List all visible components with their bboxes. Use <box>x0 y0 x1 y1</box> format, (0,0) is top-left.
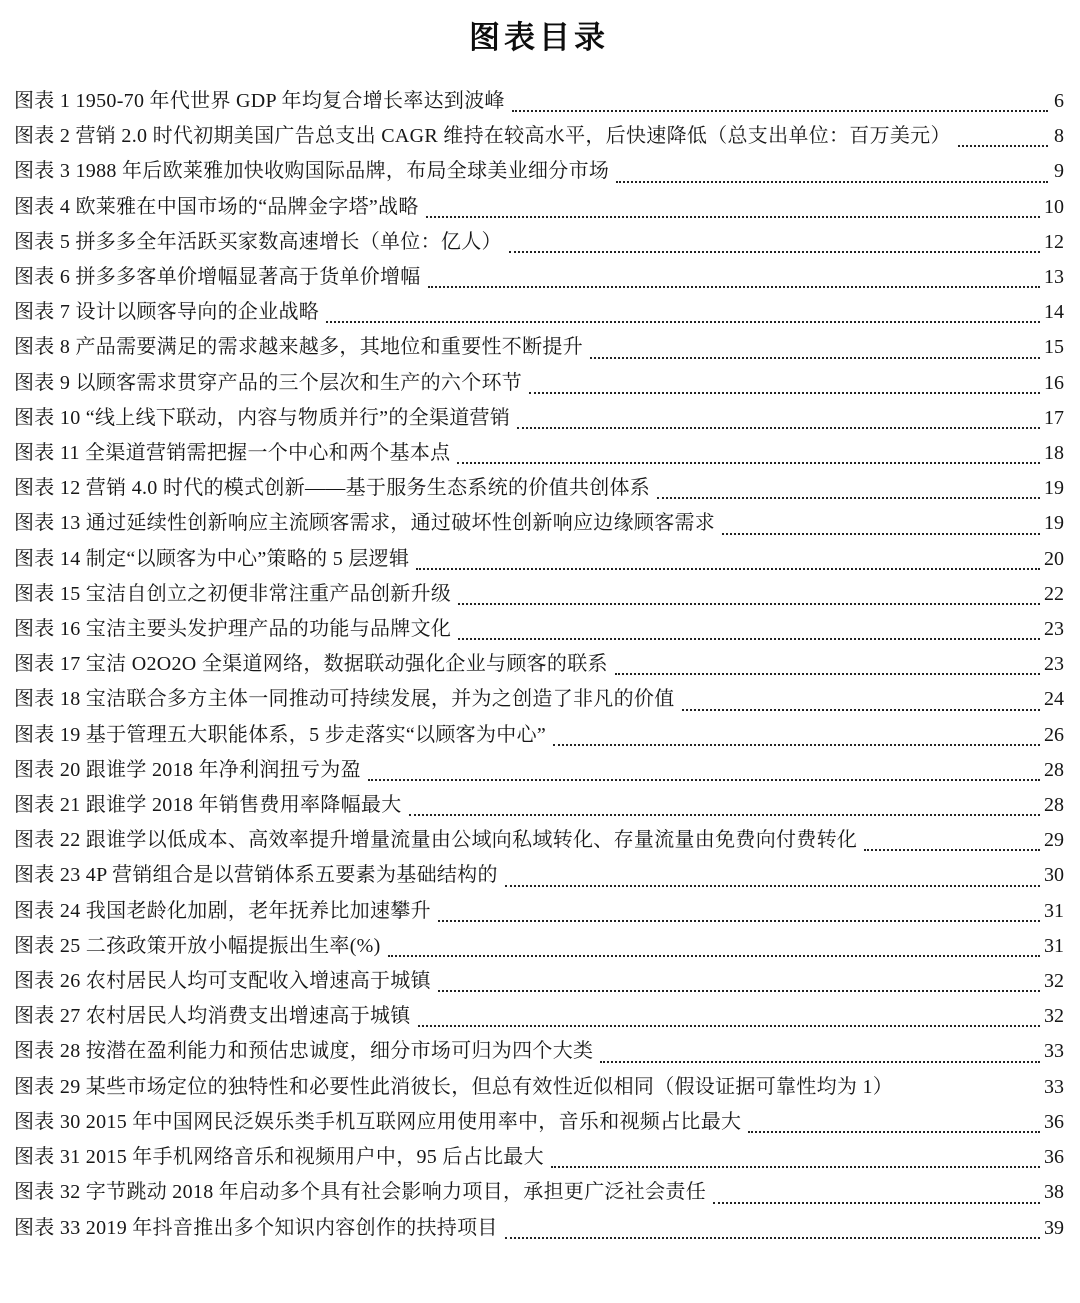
toc-entry-label: 图表 32 字节跳动 2018 年启动多个具有社会影响力项目，承担更广泛社会责任 <box>14 1181 706 1204</box>
toc-entry-32[interactable] <box>14 1175 1064 1210</box>
toc-entry-21[interactable] <box>14 788 1064 823</box>
toc-entry-label: 图表 30 2015 年中国网民泛娱乐类手机互联网应用使用率中，音乐和视频占比最大 <box>14 1110 742 1133</box>
toc-entry-13[interactable] <box>14 506 1064 541</box>
toc-entry-page: 24 <box>1044 688 1064 711</box>
toc-entry-label: 图表 29 某些市场定位的独特性和必要性此消彼长，但总有效性近似相同（假设证据可靠性均为 1） <box>14 1075 894 1098</box>
dot-leader <box>748 1131 1040 1133</box>
toc-entry-label: 图表 25 二孩政策开放小幅提振出生率(%) <box>14 934 381 957</box>
toc-entry-label: 图表 2 营销 2.0 时代初期美国广告总支出 CAGR 维持在较高水平，后快速降低（总支出单位：百万美元） <box>14 125 951 148</box>
toc-entry-28[interactable] <box>14 1034 1064 1069</box>
toc-entry-label: 图表 26 农村居民人均可支配收入增速高于城镇 <box>14 970 431 993</box>
toc-entry-page: 26 <box>1044 723 1064 746</box>
toc-entry-page: 31 <box>1044 934 1064 957</box>
toc-entry-10[interactable] <box>14 401 1064 436</box>
toc-entry-page: 32 <box>1044 1005 1064 1028</box>
dot-leader <box>529 392 1040 394</box>
toc-entry-label: 图表 31 2015 年手机网络音乐和视频用户中，95 后占比最大 <box>14 1146 544 1169</box>
toc-entry-12[interactable] <box>14 471 1064 506</box>
dot-leader <box>958 145 1048 147</box>
toc-entry-page: 39 <box>1044 1216 1064 1239</box>
toc-entry-page: 17 <box>1044 406 1064 429</box>
toc-entry-8[interactable] <box>14 330 1064 365</box>
dot-leader <box>368 779 1040 781</box>
toc-entry-5[interactable] <box>14 225 1064 260</box>
toc-entry-6[interactable] <box>14 260 1064 295</box>
toc-entry-label: 图表 8 产品需要满足的需求越来越多，其地位和重要性不断提升 <box>14 336 583 359</box>
toc-entry-page: 32 <box>1044 970 1064 993</box>
toc-entry-label: 图表 12 营销 4.0 时代的模式创新——基于服务生态系统的价值共创体系 <box>14 477 651 500</box>
toc-entry-9[interactable] <box>14 366 1064 401</box>
dot-leader <box>426 216 1040 218</box>
toc-entry-label: 图表 5 拼多多全年活跃买家数高速增长（单位：亿人） <box>14 230 502 253</box>
dot-leader <box>517 427 1040 429</box>
toc-entry-page: 22 <box>1044 582 1064 605</box>
toc-entry-page: 19 <box>1044 512 1064 535</box>
toc-entry-label: 图表 10 “线上线下联动，内容与物质并行”的全渠道营销 <box>14 406 511 429</box>
toc-entry-page: 38 <box>1044 1181 1064 1204</box>
toc-entry-27[interactable] <box>14 999 1064 1034</box>
toc-entry-page: 23 <box>1044 653 1064 676</box>
toc-entry-label: 图表 27 农村居民人均消费支出增速高于城镇 <box>14 1005 411 1028</box>
toc-entry-30[interactable] <box>14 1105 1064 1140</box>
toc-entry-11[interactable] <box>14 436 1064 471</box>
dot-leader <box>713 1202 1040 1204</box>
toc-entry-label: 图表 24 我国老龄化加剧，老年抚养比加速攀升 <box>14 899 431 922</box>
toc-entry-14[interactable] <box>14 542 1064 577</box>
toc-entry-page: 33 <box>1044 1040 1064 1063</box>
dot-leader <box>416 568 1040 570</box>
toc-entry-label: 图表 20 跟谁学 2018 年净利润扭亏为盈 <box>14 758 361 781</box>
toc-entry-label: 图表 3 1988 年后欧莱雅加快收购国际品牌，布局全球美业细分市场 <box>14 160 610 183</box>
toc-entry-1[interactable] <box>14 84 1064 119</box>
toc-entry-20[interactable] <box>14 753 1064 788</box>
toc-entry-page: 14 <box>1044 301 1064 324</box>
toc-entry-page: 16 <box>1044 371 1064 394</box>
dot-leader <box>600 1061 1040 1063</box>
toc-entry-page: 36 <box>1044 1146 1064 1169</box>
toc-entry-label: 图表 14 制定“以顾客为中心”策略的 5 层逻辑 <box>14 547 410 570</box>
toc-entry-label: 图表 1 1950-70 年代世界 GDP 年均复合增长率达到波峰 <box>14 90 505 112</box>
toc-entry-16[interactable] <box>14 612 1064 647</box>
toc-entry-page: 29 <box>1044 829 1064 852</box>
dot-leader <box>553 744 1040 746</box>
toc-entry-page: 19 <box>1044 477 1064 500</box>
toc-entry-25[interactable] <box>14 929 1064 964</box>
toc-entry-31[interactable] <box>14 1140 1064 1175</box>
toc-entry-page: 18 <box>1044 442 1064 465</box>
toc-entry-4[interactable] <box>14 190 1064 225</box>
toc-entry-22[interactable] <box>14 823 1064 858</box>
dot-leader <box>505 1237 1040 1239</box>
dot-leader <box>657 497 1040 499</box>
toc-entry-label: 图表 16 宝洁主要头发护理产品的功能与品牌文化 <box>14 618 452 641</box>
dot-leader <box>457 462 1040 464</box>
toc-entry-page: 15 <box>1044 336 1064 359</box>
toc-entry-19[interactable] <box>14 718 1064 753</box>
dot-leader <box>326 321 1040 323</box>
toc-entry-page: 20 <box>1044 547 1064 570</box>
toc-entry-label: 图表 21 跟谁学 2018 年销售费用率降幅最大 <box>14 794 402 817</box>
dot-leader <box>682 709 1041 711</box>
toc-entry-page: 33 <box>1044 1075 1064 1098</box>
toc-entry-18[interactable] <box>14 682 1064 717</box>
toc-entry-label: 图表 7 设计以顾客导向的企业战略 <box>14 301 320 324</box>
toc-entry-label: 图表 22 跟谁学以低成本、高效率提升增量流量由公域向私域转化、存量流量由免费向付费转化 <box>14 829 858 852</box>
toc-entry-7[interactable] <box>14 295 1064 330</box>
dot-leader <box>438 920 1040 922</box>
toc-entry-label: 图表 4 欧莱雅在中国市场的“品牌金字塔”战略 <box>14 195 419 218</box>
toc-entry-label: 图表 13 通过延续性创新响应主流顾客需求，通过破坏性创新响应边缘顾客需求 <box>14 512 716 535</box>
dot-leader <box>438 990 1040 992</box>
dot-leader <box>388 955 1040 957</box>
dot-leader <box>509 251 1040 253</box>
toc-list <box>14 84 1064 1246</box>
toc-entry-15[interactable] <box>14 577 1064 612</box>
dot-leader <box>864 849 1040 851</box>
toc-entry-page: 12 <box>1044 230 1064 253</box>
dot-leader <box>512 110 1048 112</box>
toc-entry-33[interactable] <box>14 1211 1064 1246</box>
toc-entry-page: 36 <box>1044 1110 1064 1133</box>
toc-entry-page: 31 <box>1044 899 1064 922</box>
dot-leader <box>458 638 1040 640</box>
toc-entry-page: 30 <box>1044 864 1064 887</box>
toc-entry-label: 图表 9 以顾客需求贯穿产品的三个层次和生产的六个环节 <box>14 371 523 394</box>
dot-leader <box>551 1166 1040 1168</box>
toc-entry-label: 图表 6 拼多多客单价增幅显著高于货单价增幅 <box>14 266 421 289</box>
page-title: 图表目录 <box>469 20 609 55</box>
toc-entry-label: 图表 23 4P 营销组合是以营销体系五要素为基础结构的 <box>14 864 498 887</box>
toc-entry-3[interactable] <box>14 154 1064 189</box>
toc-entry-page: 13 <box>1044 266 1064 289</box>
dot-leader <box>458 603 1040 605</box>
toc-entry-23[interactable] <box>14 858 1064 893</box>
toc-entry-26[interactable] <box>14 964 1064 999</box>
toc-entry-page: 23 <box>1044 618 1064 641</box>
dot-leader <box>505 885 1040 887</box>
toc-entry-label: 图表 19 基于管理五大职能体系，5 步走落实“以顾客为中心” <box>14 723 547 746</box>
toc-entry-page: 28 <box>1044 758 1064 781</box>
dot-leader <box>428 286 1040 288</box>
toc-entry-2[interactable] <box>14 119 1064 154</box>
toc-entry-label: 图表 11 全渠道营销需把握一个中心和两个基本点 <box>14 442 451 465</box>
toc-entry-24[interactable] <box>14 894 1064 929</box>
toc-entry-page: 28 <box>1044 794 1064 817</box>
toc-entry-label: 图表 15 宝洁自创立之初便非常注重产品创新升级 <box>14 582 452 605</box>
dot-leader <box>409 814 1041 816</box>
toc-entry-label: 图表 17 宝洁 O2O2O 全渠道网络，数据联动强化企业与顾客的联系 <box>14 653 608 676</box>
dot-leader <box>590 357 1040 359</box>
dot-leader <box>615 673 1040 675</box>
toc-entry-page: 10 <box>1044 195 1064 218</box>
toc-entry-17[interactable] <box>14 647 1064 682</box>
dot-leader <box>616 181 1048 183</box>
toc-entry-label: 图表 33 2019 年抖音推出多个知识内容创作的扶持项目 <box>14 1216 498 1239</box>
toc-entry-label: 图表 18 宝洁联合多方主体一同推动可持续发展，并为之创造了非凡的价值 <box>14 688 675 711</box>
toc-entry-29[interactable] <box>14 1070 1064 1105</box>
toc-entry-label: 图表 28 按潜在盈利能力和预估忠诚度，细分市场可归为四个大类 <box>14 1040 594 1063</box>
toc-entry-page: 8 <box>1054 125 1064 148</box>
toc-entry-page: 6 <box>1054 90 1064 112</box>
toc-entry-page: 9 <box>1054 160 1064 183</box>
dot-leader <box>722 533 1040 535</box>
dot-leader <box>418 1025 1040 1027</box>
